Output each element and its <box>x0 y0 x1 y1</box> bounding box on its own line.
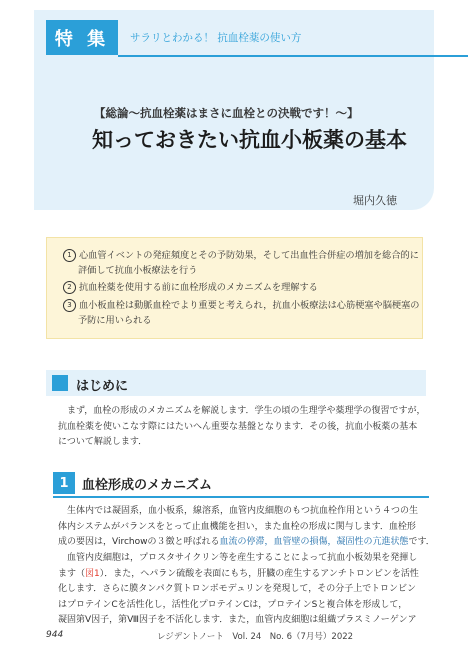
article-title: 知っておきたい抗血小板薬の基本 <box>92 128 407 152</box>
point-text: 血小板血栓は動脈血栓でより重要と考えられ，抗血小板療法は心筋梗塞や脳梗塞の <box>79 300 420 311</box>
intro-line: まず，血栓の形成のメカニズムを解説します．学生の頃の生理学や薬理学の復習ですが， <box>67 406 426 416</box>
body-line: 体内システムがバランスをとって止血機能を担い，また血栓の形成に関与します．血栓形 <box>58 521 416 532</box>
journal-info: レジデントノート Vol. 24 No. 6（7月号）2022 <box>157 632 354 642</box>
point-text: 心血管イベントの発症頻度とその予防効果，そして出血性合併症の増加を総合的に <box>79 250 419 261</box>
article-header-panel <box>34 10 434 210</box>
intro-heading <box>46 370 426 396</box>
point-number: 2 <box>63 281 76 294</box>
section-1-label: 血栓形成のメカニズム <box>82 478 213 493</box>
body-line: 生体内では凝固系，血小板系，線溶系，血管内皮細胞のもつ抗血栓作用という４つの生 <box>67 506 419 516</box>
highlighted-text: 血流の停滞，血管壁の損傷，凝固性の亢進状態 <box>219 537 409 548</box>
intro-line: 抗血栓薬を使いこなす際にはたいへん重要な基盤となります．その後，抗血小板薬の基本 <box>58 421 418 432</box>
series-title: サラリとわかる！ 抗血栓薬の使い方 <box>130 32 302 44</box>
header-rule <box>118 55 468 57</box>
point-text-cont: 評価して抗血小板療法を行う <box>78 265 198 276</box>
body-line: 成の要因は，Virchowの３徴と呼ばれる血流の停滞，血管壁の損傷，凝固性の亢進状態です． <box>58 537 435 548</box>
body-line: はプロテインCを活性化し，活性化プロテインCは，プロテインSと複合体を形成して， <box>58 599 408 610</box>
point-text-cont: 予防に用いられる <box>78 315 152 326</box>
key-point-1 <box>63 248 419 278</box>
body-line: 血管内皮細胞は，プロスタサイクリン等を産生することによって抗血小板効果を発揮し <box>67 553 418 563</box>
author-name: 堀内久徳 <box>353 194 397 207</box>
body-line: 凝固第Ⅴ因子，第Ⅷ因子を不活化します．また，血管内皮細胞は組織プラスミノーゲンア <box>58 615 417 626</box>
key-points-box <box>46 237 423 339</box>
heading-square-icon <box>52 375 68 391</box>
point-number: 1 <box>63 249 76 262</box>
figure-reference-link[interactable]: 図1 <box>85 568 100 579</box>
article-subtitle: 【総論〜抗血栓薬はまさに血栓との決戦です！〜】 <box>94 106 359 120</box>
section-number: 1 <box>53 472 75 494</box>
section-1-heading <box>46 470 426 496</box>
section-1-paragraph-2 <box>58 551 419 629</box>
section-rule <box>53 496 429 498</box>
key-point-3 <box>63 298 420 328</box>
feature-tag: 特 集 <box>46 20 118 55</box>
point-text: 抗血栓薬を使用する前に血栓形成のメカニズムを理解する <box>79 282 318 293</box>
section-1-paragraph-1 <box>58 504 435 551</box>
point-number: 3 <box>63 299 76 312</box>
intro-paragraph <box>58 404 426 451</box>
intro-heading-label: はじめに <box>76 379 129 394</box>
key-point-2 <box>63 280 318 295</box>
intro-line: について解説します． <box>58 437 148 448</box>
body-line: 化します．さらに膜タンパク質トロンボモデュリンを発現して，その分子上でトロンビン <box>58 584 417 595</box>
body-line: ます（図1）．また，ヘパラン硫酸を表面にもち，肝臓の産生するアンチトロンビンを活性 <box>58 568 419 579</box>
page-number: 944 <box>46 630 64 640</box>
